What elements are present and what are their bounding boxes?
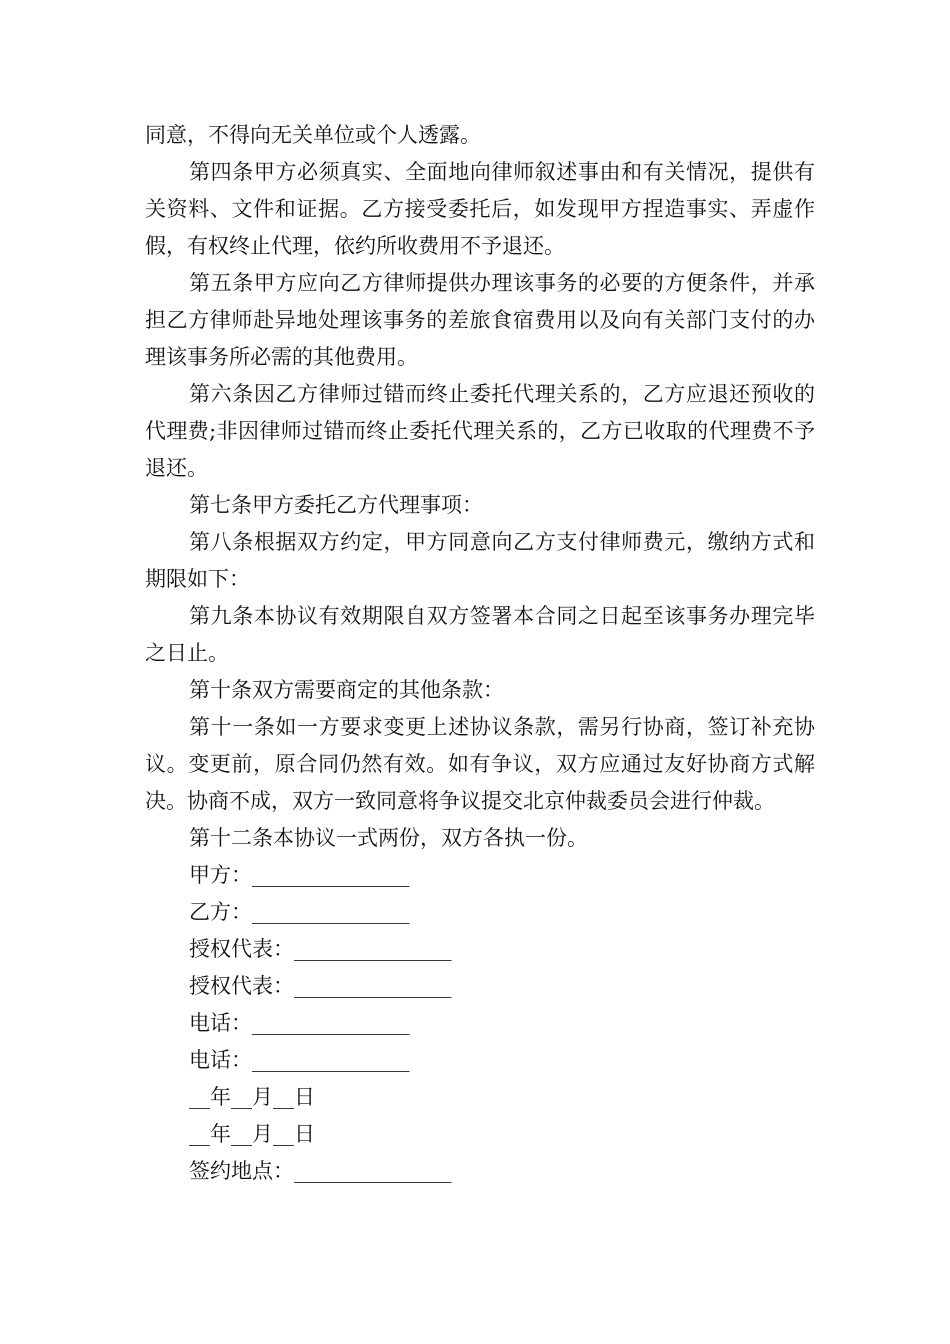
signature-authorized-rep-b: 授权代表：_______________ [189, 974, 452, 998]
paragraph-article-9: 第九条本协议有效期限自双方签署本合同之日起至该事务办理完毕之日止。 [145, 604, 815, 665]
signature-party-a: 甲方：_______________ [189, 863, 410, 887]
paragraph-article-11: 第十一条如一方要求变更上述协议条款，需另行协商，签订补充协议。变更前，原合同仍然有效。如有争议，双方应通过友好协商方式解决。协商不成，双方一致同意将争议提交北京仲裁委员会进行仲裁。 [145, 715, 815, 813]
paragraph-article-6: 第六条因乙方律师过错而终止委托代理关系的，乙方应退还预收的代理费;非因律师过错而终止委托代理关系的，乙方已收取的代理费不予退还。 [145, 382, 815, 480]
signature-party-b: 乙方：_______________ [189, 900, 410, 924]
signature-authorized-rep-a: 授权代表：_______________ [189, 937, 452, 961]
paragraph-article-4: 第四条甲方必须真实、全面地向律师叙述事由和有关情况，提供有关资料、文件和证据。乙方接受委托后，如发现甲方捏造事实、弄虚作假，有权终止代理，依约所收费用不予退还。 [145, 160, 815, 258]
signature-phone-a: 电话：_______________ [189, 1011, 410, 1035]
signature-phone-b: 电话：_______________ [189, 1048, 410, 1072]
paragraph-continuation: 同意，不得向无关单位或个人透露。 [145, 123, 481, 147]
paragraph-article-12: 第十二条本协议一式两份，双方各执一份。 [189, 826, 588, 850]
paragraph-article-10: 第十条双方需要商定的其他条款： [189, 678, 504, 702]
document-body [145, 117, 815, 1190]
paragraph-article-8: 第八条根据双方约定，甲方同意向乙方支付律师费元，缴纳方式和期限如下： [145, 530, 815, 591]
signature-date-a: __年__月__日 [189, 1085, 315, 1109]
signature-location: 签约地点：_______________ [189, 1159, 452, 1183]
signature-date-b: __年__月__日 [189, 1122, 315, 1146]
paragraph-article-7: 第七条甲方委托乙方代理事项： [189, 493, 483, 517]
paragraph-article-5: 第五条甲方应向乙方律师提供办理该事务的必要的方便条件，并承担乙方律师赴异地处理该事务的差旅食宿费用以及向有关部门支付的办理该事务所必需的其他费用。 [145, 271, 815, 369]
